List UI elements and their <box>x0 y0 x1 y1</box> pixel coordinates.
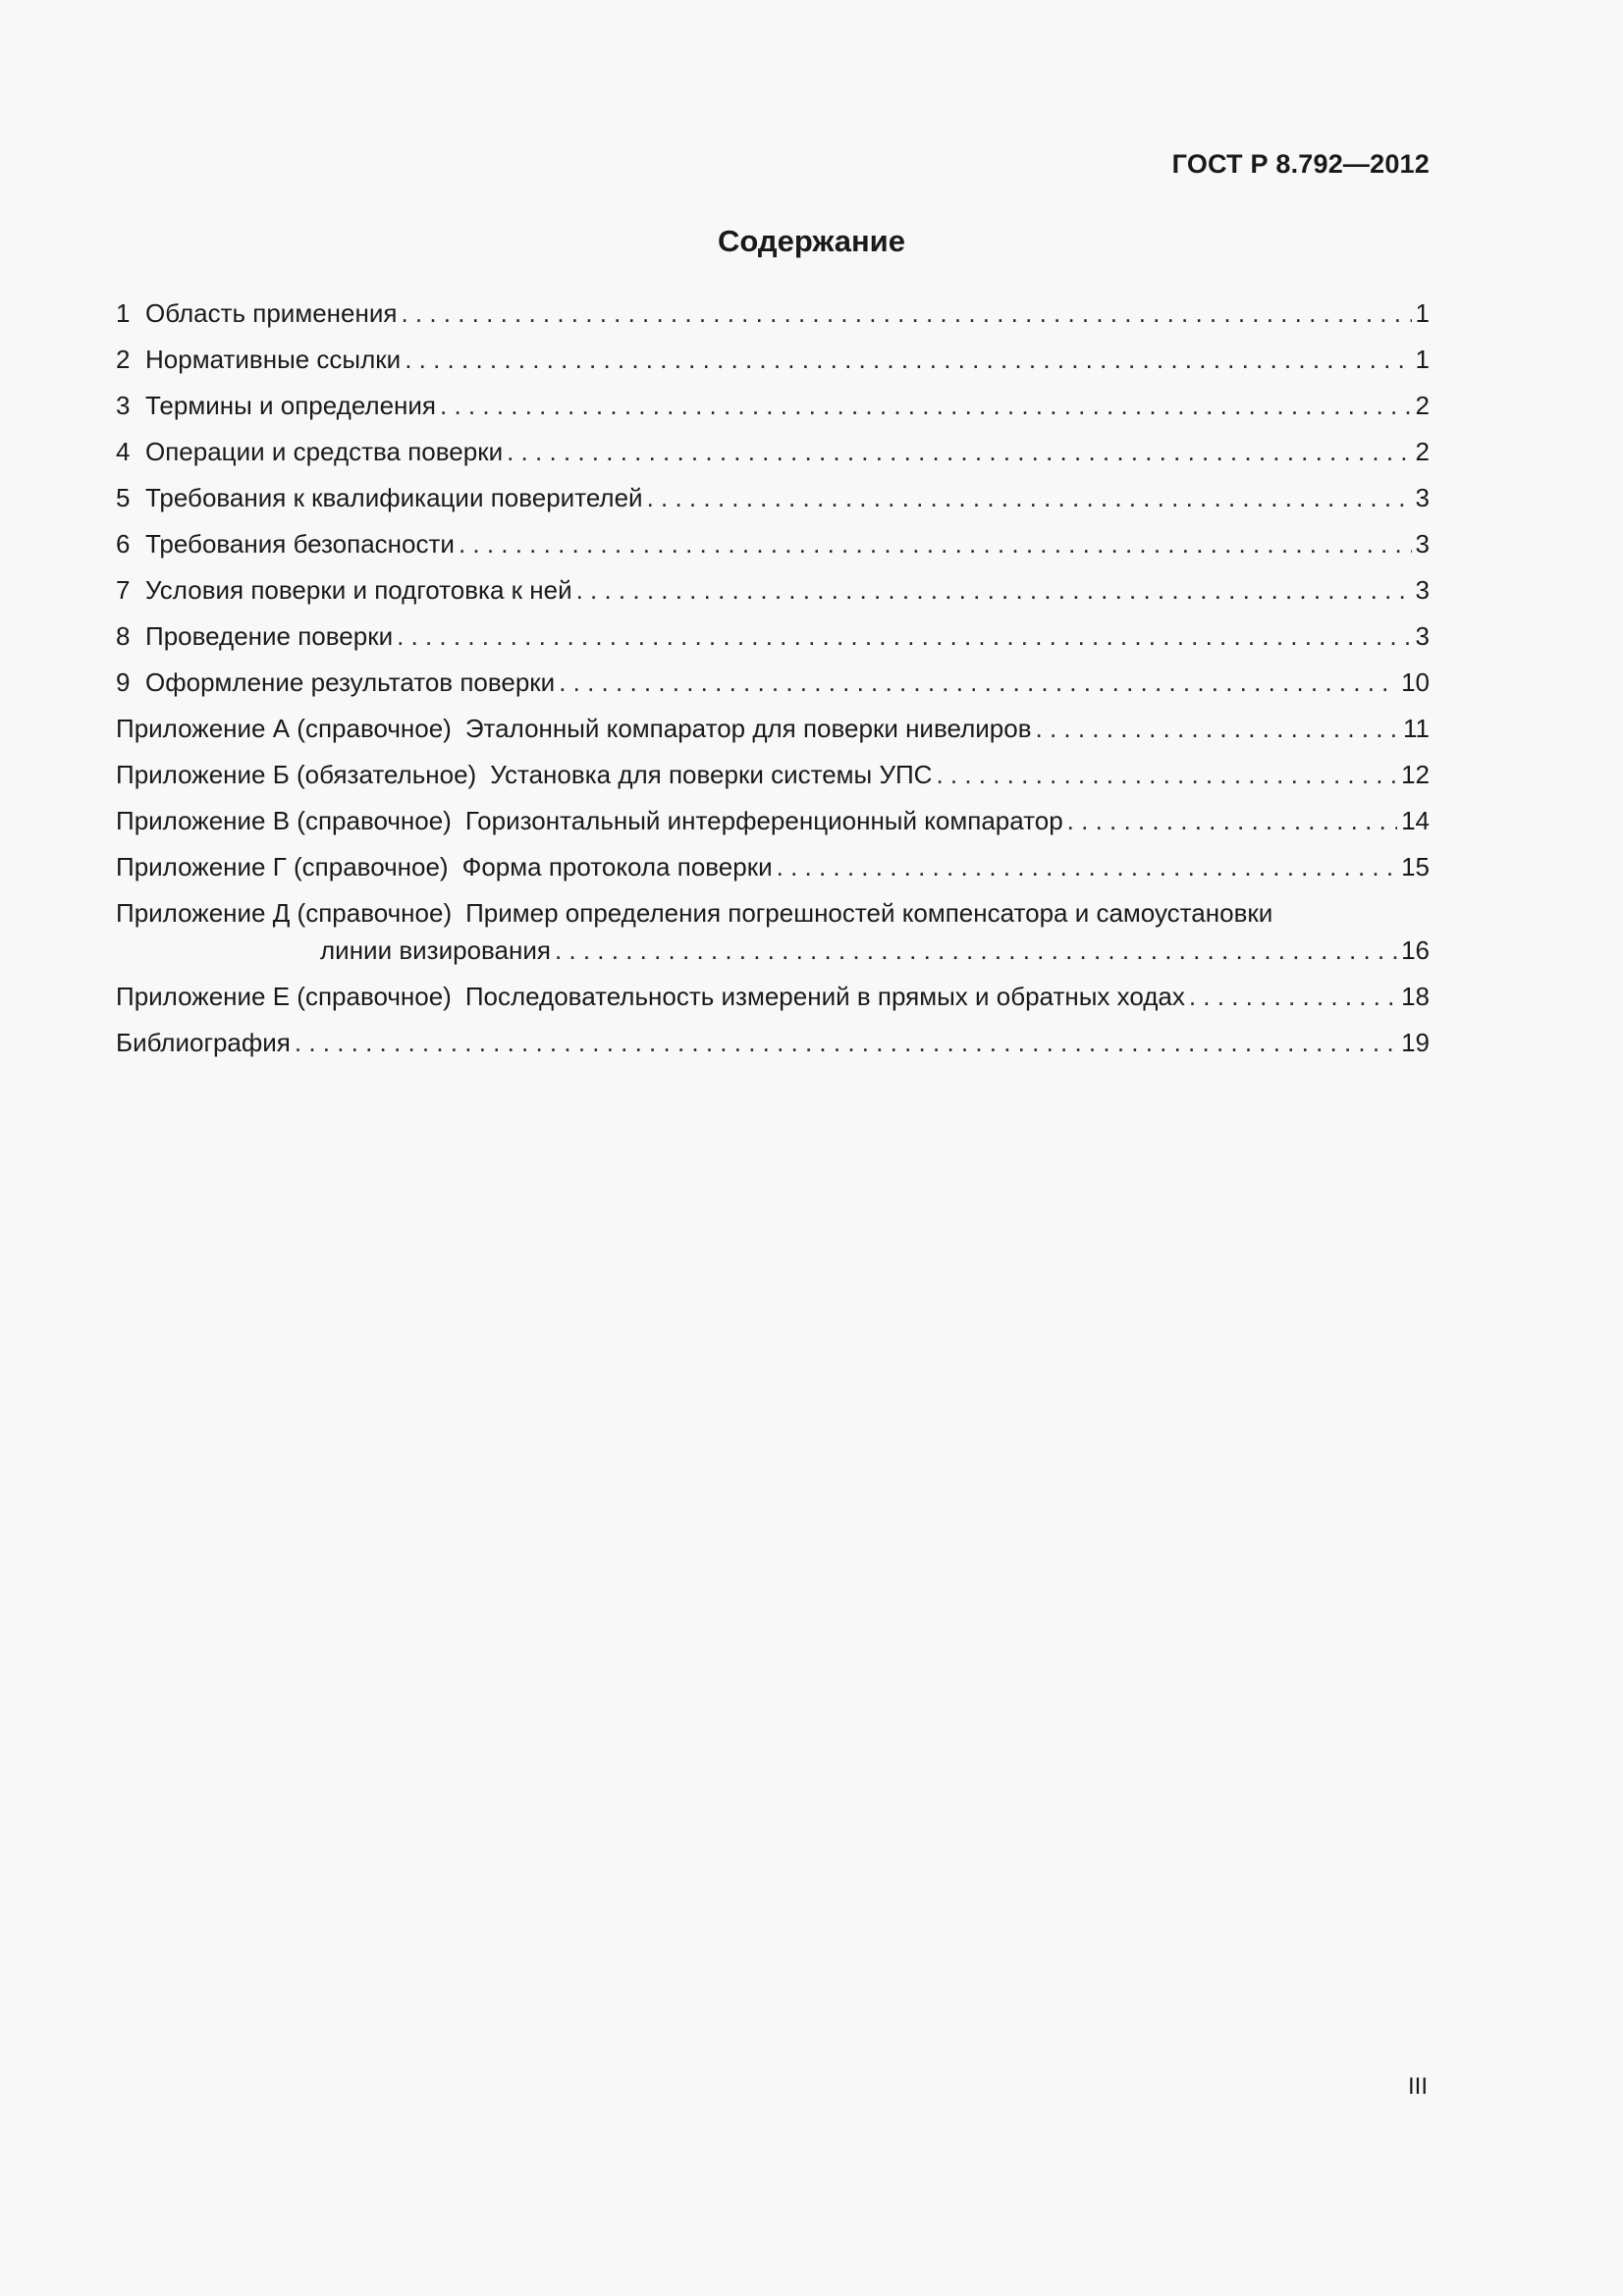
leader-dots <box>555 935 1397 965</box>
appendix-label: Последовательность измерений в прямых и обратных ходах <box>464 982 1185 1011</box>
appendix-page: 16 <box>1401 935 1430 965</box>
table-of-contents <box>116 298 1430 1074</box>
toc-entry-number: 3 <box>116 391 131 420</box>
toc-appendix-b[interactable] <box>116 760 1430 806</box>
toc-appendix-e[interactable] <box>116 982 1430 1028</box>
toc-appendix-d[interactable] <box>116 898 1430 982</box>
toc-entry-number: 1 <box>116 298 131 328</box>
toc-entry-3[interactable] <box>116 391 1430 437</box>
appendix-page: 18 <box>1401 982 1430 1011</box>
toc-entry-page: 3 <box>1415 529 1430 559</box>
toc-entry-label: Область применения <box>145 298 398 328</box>
appendix-label: Пример определения погрешностей компенсатора и самоустановки <box>465 898 1273 928</box>
appendix-page: 11 <box>1403 714 1430 743</box>
toc-entry-page: 3 <box>1415 575 1430 605</box>
leader-dots <box>440 391 1412 420</box>
bibliography-page: 19 <box>1401 1028 1430 1057</box>
page-folio: III <box>1407 2073 1428 2100</box>
toc-entry-1[interactable] <box>116 298 1430 345</box>
toc-entry-label: Оформление результатов поверки <box>145 667 556 697</box>
leader-dots <box>295 1028 1397 1057</box>
toc-entry-label: Нормативные ссылки <box>145 345 402 374</box>
appendix-page: 15 <box>1401 852 1430 881</box>
leader-dots <box>936 760 1397 789</box>
toc-entry-5[interactable] <box>116 483 1430 529</box>
toc-entry-page: 2 <box>1415 437 1430 466</box>
toc-entry-page: 2 <box>1415 391 1430 420</box>
leader-dots <box>559 667 1397 697</box>
toc-appendix-g[interactable] <box>116 852 1430 898</box>
leader-dots <box>1067 806 1397 835</box>
leader-dots <box>401 298 1411 328</box>
toc-entry-page: 3 <box>1415 621 1430 651</box>
toc-entry-number: 6 <box>116 529 131 559</box>
toc-entry-number: 5 <box>116 483 131 512</box>
appendix-line-2 <box>116 935 1430 982</box>
toc-entry-page: 10 <box>1401 667 1430 697</box>
appendix-label: Установка для поверки системы УПС <box>490 760 933 789</box>
appendix-prefix: Приложение Е (справочное) <box>116 982 452 1011</box>
toc-entry-number: 2 <box>116 345 131 374</box>
toc-entry-9[interactable] <box>116 667 1430 714</box>
leader-dots <box>576 575 1412 605</box>
leader-dots <box>1189 982 1397 1011</box>
toc-entry-6[interactable] <box>116 529 1430 575</box>
appendix-label-continued: линии визирования <box>320 935 551 965</box>
appendix-line-1 <box>116 898 1430 935</box>
appendix-label: Эталонный компаратор для поверки нивелиров <box>464 714 1032 743</box>
appendix-label: Горизонтальный интерференционный компаратор <box>464 806 1063 835</box>
leader-dots <box>507 437 1411 466</box>
toc-entry-label: Условия поверки и подготовка к ней <box>145 575 572 605</box>
toc-bibliography[interactable] <box>116 1028 1430 1074</box>
toc-entry-2[interactable] <box>116 345 1430 391</box>
appendix-prefix: Приложение Г (справочное) <box>116 852 449 881</box>
toc-entry-page: 1 <box>1415 298 1430 328</box>
document-code: ГОСТ Р 8.792—2012 <box>1171 149 1430 179</box>
toc-entry-number: 4 <box>116 437 131 466</box>
toc-entry-label: Требования к квалификации поверителей <box>145 483 643 512</box>
appendix-prefix: Приложение Д (справочное) <box>116 898 453 928</box>
appendix-page: 14 <box>1401 806 1430 835</box>
toc-entry-page: 1 <box>1415 345 1430 374</box>
leader-dots <box>459 529 1412 559</box>
appendix-prefix: Приложение В (справочное) <box>116 806 452 835</box>
leader-dots <box>647 483 1412 512</box>
toc-entry-page: 3 <box>1415 483 1430 512</box>
appendix-page: 12 <box>1401 760 1430 789</box>
toc-entry-label: Операции и средства поверки <box>145 437 504 466</box>
toc-entry-4[interactable] <box>116 437 1430 483</box>
toc-entry-number: 7 <box>116 575 131 605</box>
leader-dots <box>405 345 1411 374</box>
toc-entry-7[interactable] <box>116 575 1430 621</box>
toc-entry-label: Требования безопасности <box>145 529 455 559</box>
appendix-label: Форма протокола поверки <box>461 852 773 881</box>
toc-appendix-v[interactable] <box>116 806 1430 852</box>
bibliography-label: Библиография <box>116 1028 291 1057</box>
toc-appendix-a[interactable] <box>116 714 1430 760</box>
toc-title: Содержание <box>718 224 905 258</box>
leader-dots <box>397 621 1411 651</box>
toc-entry-8[interactable] <box>116 621 1430 667</box>
appendix-prefix: Приложение А (справочное) <box>116 714 452 743</box>
toc-entry-label: Термины и определения <box>145 391 437 420</box>
toc-entry-number: 9 <box>116 667 131 697</box>
leader-dots <box>1036 714 1399 743</box>
appendix-prefix: Приложение Б (обязательное) <box>116 760 477 789</box>
toc-entry-number: 8 <box>116 621 131 651</box>
toc-entry-label: Проведение поверки <box>145 621 394 651</box>
leader-dots <box>777 852 1397 881</box>
